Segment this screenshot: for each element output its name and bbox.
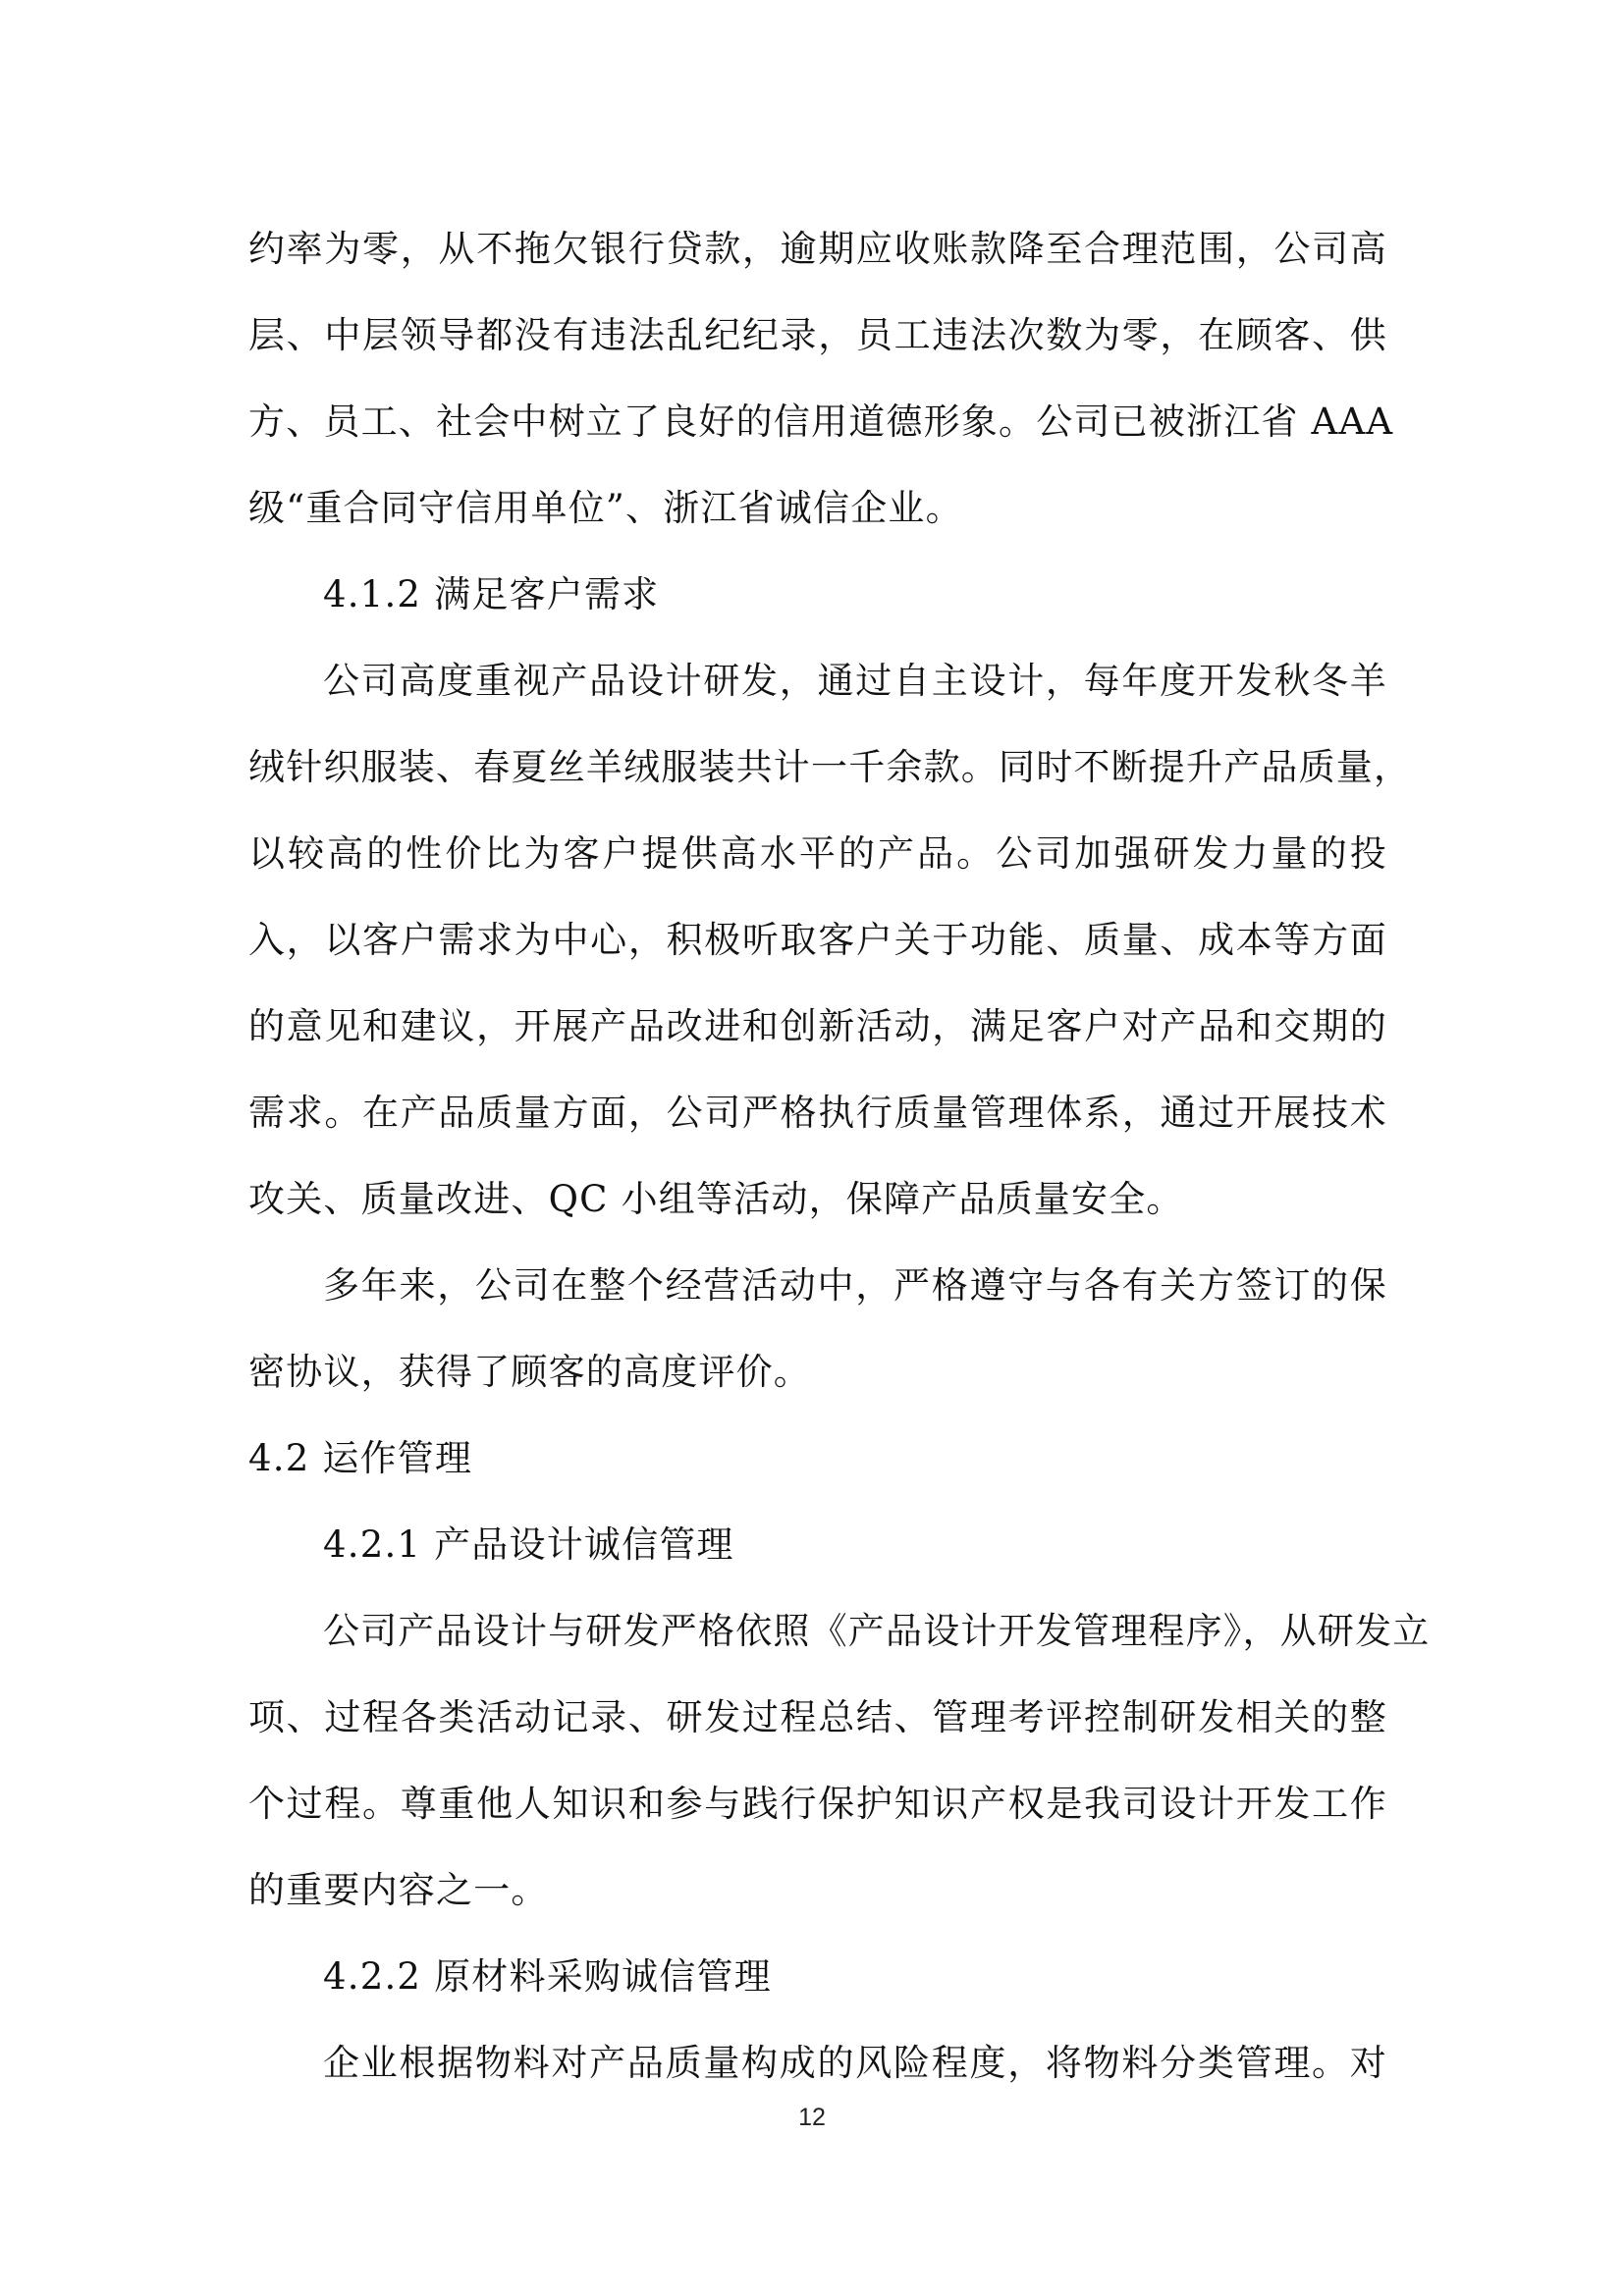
paragraph-line: 的重要内容之一。 [248, 1869, 549, 1911]
paragraph-line: 的意见和建议，开展产品改进和创新活动，满足客户对产品和交期的 [248, 1005, 1387, 1047]
paragraph-line: 多年来，公司在整个经营活动中，严格遵守与各有关方签订的保 [323, 1264, 1387, 1307]
paragraph-line: 以较高的性价比为客户提供高水平的产品。公司加强研发力量的投 [248, 832, 1387, 875]
paragraph-line: 绒针织服装、春夏丝羊绒服装共计一千余款。同时不断提升产品质量， [248, 746, 1412, 788]
section-heading-4-2: 4.2 运作管理 [248, 1437, 473, 1479]
paragraph-line: 级“重合同守信用单位”、浙江省诚信企业。 [248, 487, 963, 529]
section-heading-4-2-2: 4.2.2 原材料采购诚信管理 [323, 1955, 772, 1998]
section-heading-4-2-1: 4.2.1 产品设计诚信管理 [323, 1523, 734, 1566]
section-heading-4-1-2: 4.1.2 满足客户需求 [323, 573, 660, 615]
paragraph-line: 方、员工、社会中树立了良好的信用道德形象。公司已被浙江省 AAA [248, 400, 1394, 443]
paragraph-line: 密协议，获得了顾客的高度评价。 [248, 1351, 811, 1393]
paragraph-line: 个过程。尊重他人知识和参与践行保护知识产权是我司设计开发工作 [248, 1783, 1387, 1825]
page-number: 12 [798, 2104, 826, 2131]
paragraph-line: 约率为零，从不拖欠银行贷款，逾期应收账款降至合理范围，公司高 [248, 228, 1387, 270]
paragraph-line: 公司高度重视产品设计研发，通过自主设计，每年度开发秋冬羊 [323, 660, 1387, 702]
paragraph-line: 项、过程各类活动记录、研发过程总结、管理考评控制研发相关的整 [248, 1696, 1387, 1738]
paragraph-line: 攻关、质量改进、QC 小组等活动，保障产品质量安全。 [248, 1178, 1184, 1220]
paragraph-line: 层、中层领导都没有违法乱纪纪录，员工违法次数为零，在顾客、供 [248, 314, 1387, 356]
paragraph-line: 企业根据物料对产品质量构成的风险程度，将物料分类管理。对 [323, 2042, 1387, 2084]
paragraph-line: 入，以客户需求为中心，积极听取客户关于功能、质量、成本等方面 [248, 919, 1387, 961]
paragraph-line: 需求。在产品质量方面，公司严格执行质量管理体系，通过开展技术 [248, 1092, 1387, 1134]
paragraph-line: 公司产品设计与研发严格依照《产品设计开发管理程序》，从研发立 [323, 1610, 1431, 1652]
document-body [248, 206, 1431, 2107]
